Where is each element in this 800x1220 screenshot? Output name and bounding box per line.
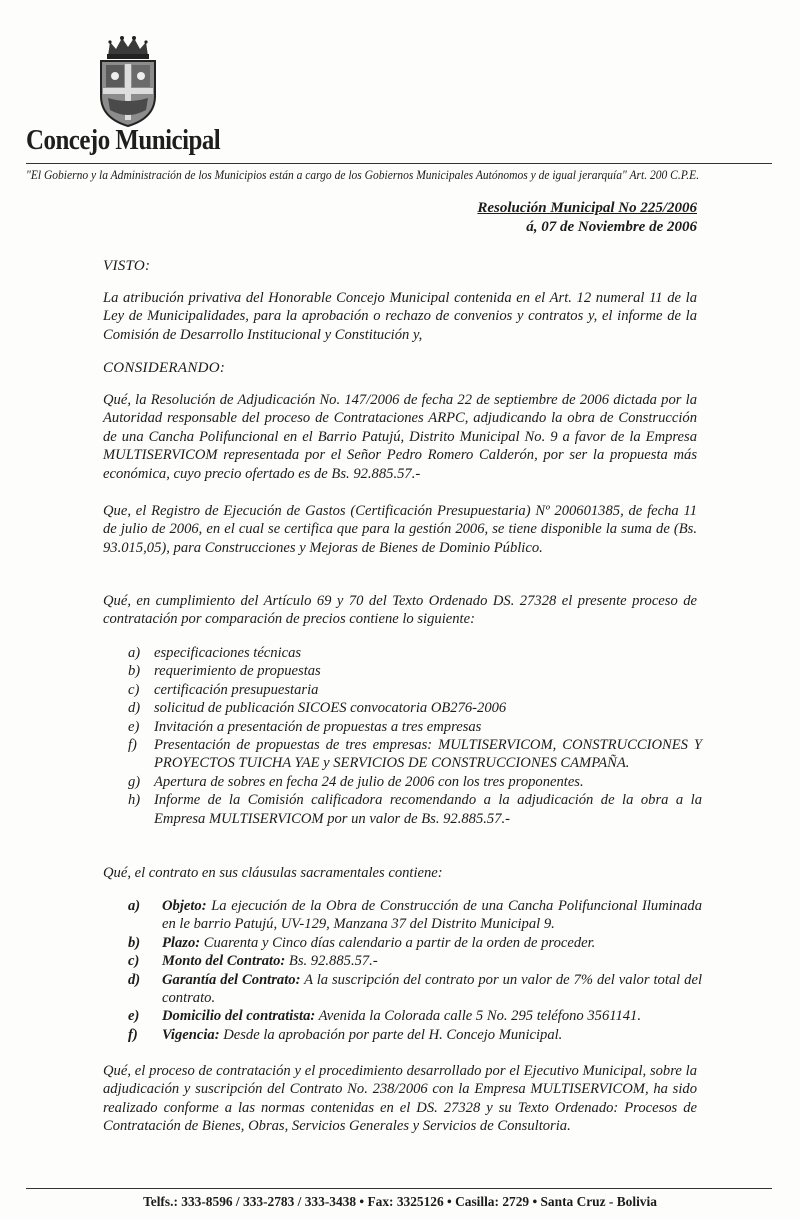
resolution-title: Resolución Municipal No 225/2006 (477, 200, 697, 216)
municipal-crest-icon (98, 34, 158, 128)
list-item: f) Vigencia: Desde la aprobación por parte del H. Concejo Municipal. (128, 1026, 563, 1043)
list-item: f) Presentación de propuestas de tres empresas: MULTISERVICOM, CONSTRUCCIONES Y PROYECTOS TUICHA YAE y SERVICIOS DE CONSTRUCCIONES CAMPAÑA. (128, 737, 702, 772)
header-divider (26, 163, 772, 164)
list-item: b) requerimiento de propuestas (128, 663, 321, 680)
footer-contact: Telfs.: 333-8596 / 333-2783 / 333-3438 • Fax: 3325126 • Casilla: 2729 • Santa Cruz - Bolivia (143, 1194, 657, 1209)
considerando-paragraph-1: Qué, la Resolución de Adjudicación No. 147/2006 de fecha 22 de septiembre de 2006 dictada por la Autoridad responsable del proceso de Contrataciones ARPC, adjudicando la obra de Construcción de una Cancha Polifuncional en el Barrio Patujú, Distrito Municipal No. 9 a favor de la Empresa MULTISERVICOM representada por el Señor Pedro Romero Calderón, por ser la propuesta más económica, cuyo precio ofertado es de Bs. 92.885.57.- (103, 392, 697, 482)
list-item: d) Garantía del Contrato: A la suscripción del contrato por un valor de 7% del valor total del contrato. (128, 971, 702, 1007)
contract-clauses-list (128, 897, 702, 1044)
resolution-header (477, 199, 697, 237)
list-item: b) Plazo: Cuarenta y Cinco días calendario a partir de la orden de proceder. (128, 934, 596, 951)
considerando-paragraph-4: Qué, el contrato en sus cláusulas sacramentales contiene: (103, 865, 443, 881)
org-name: Concejo Municipal (26, 124, 221, 156)
motto-line: "El Gobierno y la Administración de los Municipios están a cargo de los Gobiernos Municipales Autónomos y de igual jerarquía" Art. 200 C.P.E. (26, 168, 700, 182)
visto-paragraph: La atribución privativa del Honorable Concejo Municipal contenida en el Art. 12 numeral 11 de la Ley de Municipalidades, para la aprobación o rechazo de convenios y contratos y, el informe de la Comisión de Desarrollo Institucional y Constitución y, (103, 290, 697, 343)
list-item: e) Invitación a presentación de propuestas a tres empresas (128, 718, 482, 735)
list-item: e) Domicilio del contratista: Avenida la Colorada calle 5 No. 295 teléfono 3561141. (128, 1008, 641, 1025)
list-item: g) Apertura de sobres en fecha 24 de julio de 2006 con los tres proponentes. (128, 773, 584, 790)
list-item: c) Monto del Contrato: Bs. 92.885.57.- (128, 953, 378, 970)
footer-divider (26, 1188, 772, 1189)
resolution-date: á, 07 de Noviembre de 2006 (526, 219, 697, 235)
procedure-list (128, 644, 702, 828)
list-item: h) Informe de la Comisión calificadora recomendando a la adjudicación de la obra a la Empresa MULTISERVICOM por un valor de Bs. 92.885.57.- (128, 792, 702, 827)
list-item: c) certificación presupuestaria (128, 681, 319, 698)
considerando-paragraph-2: Que, el Registro de Ejecución de Gastos (Certificación Presupuestaria) Nº 200601385, de fecha 11 de julio de 2006, en el cual se certifica que para la gestión 2006, se tiene disponible la suma de (Bs. 93.015,05), para Construcciones y Mejoras de Bienes de Dominio Público. (103, 503, 697, 556)
considerando-paragraph-5: Qué, el proceso de contratación y el procedimiento desarrollado por el Ejecutivo Municipal, sobre la adjudicación y suscripción del Contrato No. 238/2006 con la Empresa MULTISERVICOM, ha sido realizado conforme a las normas contenidas en el DS. 27328 y su Texto Ordenado: Procesos de Contratación de Bienes, Obras, Servicios Generales y Servicios de Consultoria. (103, 1063, 697, 1135)
list-item: d) solicitud de publicación SICOES convocatoria OB276-2006 (128, 700, 507, 717)
list-item: a) Objeto: La ejecución de la Obra de Construcción de una Cancha Polifuncional Iluminada en le barrio Patujú, UV-129, Manzana 37 del Distrito Municipal 9. (128, 898, 702, 933)
considerando-heading: CONSIDERANDO: (103, 360, 226, 376)
visto-heading: VISTO: (103, 258, 151, 274)
list-item: a) especificaciones técnicas (128, 645, 302, 661)
considerando-paragraph-3: Qué, en cumplimiento del Artículo 69 y 70 del Texto Ordenado DS. 27328 el presente proceso de contratación por comparación de precios contiene lo siguiente: (103, 593, 697, 628)
